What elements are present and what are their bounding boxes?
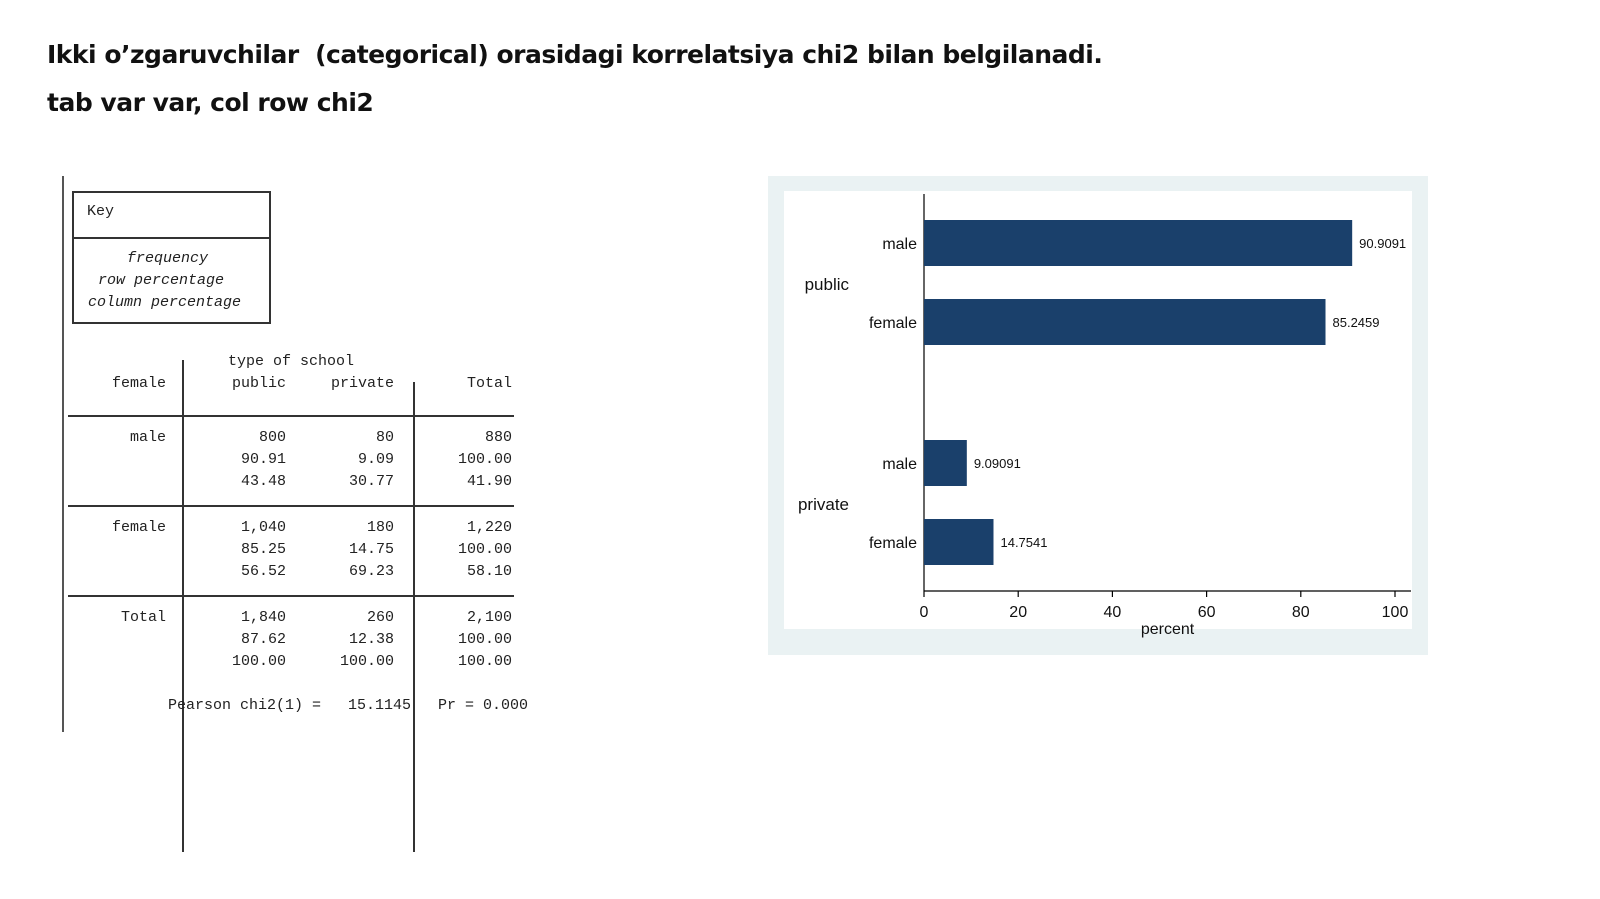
table-cell: 100.00	[339, 653, 394, 670]
table-cell: 100.00	[231, 653, 286, 670]
key-item-column-percentage: column percentage	[88, 294, 242, 311]
table-cell: 100.00	[457, 541, 512, 558]
slide-subtitle-command: tab var var, col row chi2	[47, 88, 374, 117]
table-cell: 90.91	[240, 451, 286, 468]
table-cell: 41.90	[466, 473, 512, 490]
table-cell: 260	[366, 609, 394, 626]
x-tick-label: 0	[919, 604, 929, 621]
value-label-public-male: 90.9091	[1359, 236, 1407, 251]
table-cell: 12.38	[348, 631, 394, 648]
key-item-row-percentage: row percentage	[98, 272, 225, 289]
table-cell: 180	[366, 519, 394, 536]
table-cell: 800	[258, 429, 286, 446]
table-cell: 30.77	[348, 473, 394, 490]
column-header-total: Total	[466, 375, 512, 392]
value-label-private-male: 9.09091	[973, 456, 1021, 471]
key-title: Key	[87, 203, 115, 220]
category-label-public-male: male	[882, 236, 917, 253]
table-cell: 9.09	[357, 451, 394, 468]
table-cell: 43.48	[240, 473, 286, 490]
table-cell: 1,840	[240, 609, 286, 626]
table-cell: 69.23	[348, 563, 394, 580]
category-label-public-female: female	[868, 315, 917, 332]
table-cell: 1,220	[466, 519, 512, 536]
x-tick-label: 60	[1197, 604, 1216, 621]
table-cell: 100.00	[457, 653, 512, 670]
bar-public-female	[924, 299, 1326, 345]
column-variable-label: type of school	[228, 353, 355, 370]
table-cell: 1,040	[240, 519, 286, 536]
pearson-chi2-result: Pearson chi2(1) = 15.1145 Pr = 0.000	[168, 697, 529, 714]
bar-private-male	[924, 440, 967, 486]
table-cell: 880	[484, 429, 512, 446]
group-label-private: private	[797, 495, 849, 514]
key-item-frequency: frequency	[127, 250, 209, 267]
column-header-private: private	[330, 375, 394, 392]
x-tick-label: 100	[1381, 604, 1409, 621]
x-tick-label: 20	[1009, 604, 1028, 621]
x-tick-label: 40	[1103, 604, 1122, 621]
x-axis-title: percent	[1140, 621, 1195, 638]
table-cell: 85.25	[240, 541, 286, 558]
table-cell: 100.00	[457, 631, 512, 648]
column-header-public: public	[231, 375, 286, 392]
row-label-total: Total	[120, 609, 166, 626]
value-label-private-female: 14.7541	[1000, 535, 1048, 550]
bar-public-male	[924, 220, 1352, 266]
table-cell: 58.10	[466, 563, 512, 580]
category-label-private-female: female	[868, 535, 917, 552]
value-label-public-female: 85.2459	[1332, 315, 1380, 330]
row-variable-label: female	[111, 375, 166, 392]
category-label-private-male: male	[882, 456, 917, 473]
group-label-public: public	[804, 275, 849, 294]
bar-private-female	[924, 519, 993, 565]
table-cell: 100.00	[457, 451, 512, 468]
table-cell: 87.62	[240, 631, 286, 648]
table-cell: 2,100	[466, 609, 512, 626]
x-tick-label: 80	[1291, 604, 1310, 621]
row-label-female: female	[111, 519, 166, 536]
table-cell: 14.75	[348, 541, 394, 558]
table-cell: 80	[375, 429, 394, 446]
slide-title: Ikki o’zgaruvchilar (categorical) orasidagi korrelatsiya chi2 bilan belgilanadi.	[47, 40, 1103, 69]
row-label-male: male	[129, 429, 166, 446]
table-cell: 56.52	[240, 563, 286, 580]
